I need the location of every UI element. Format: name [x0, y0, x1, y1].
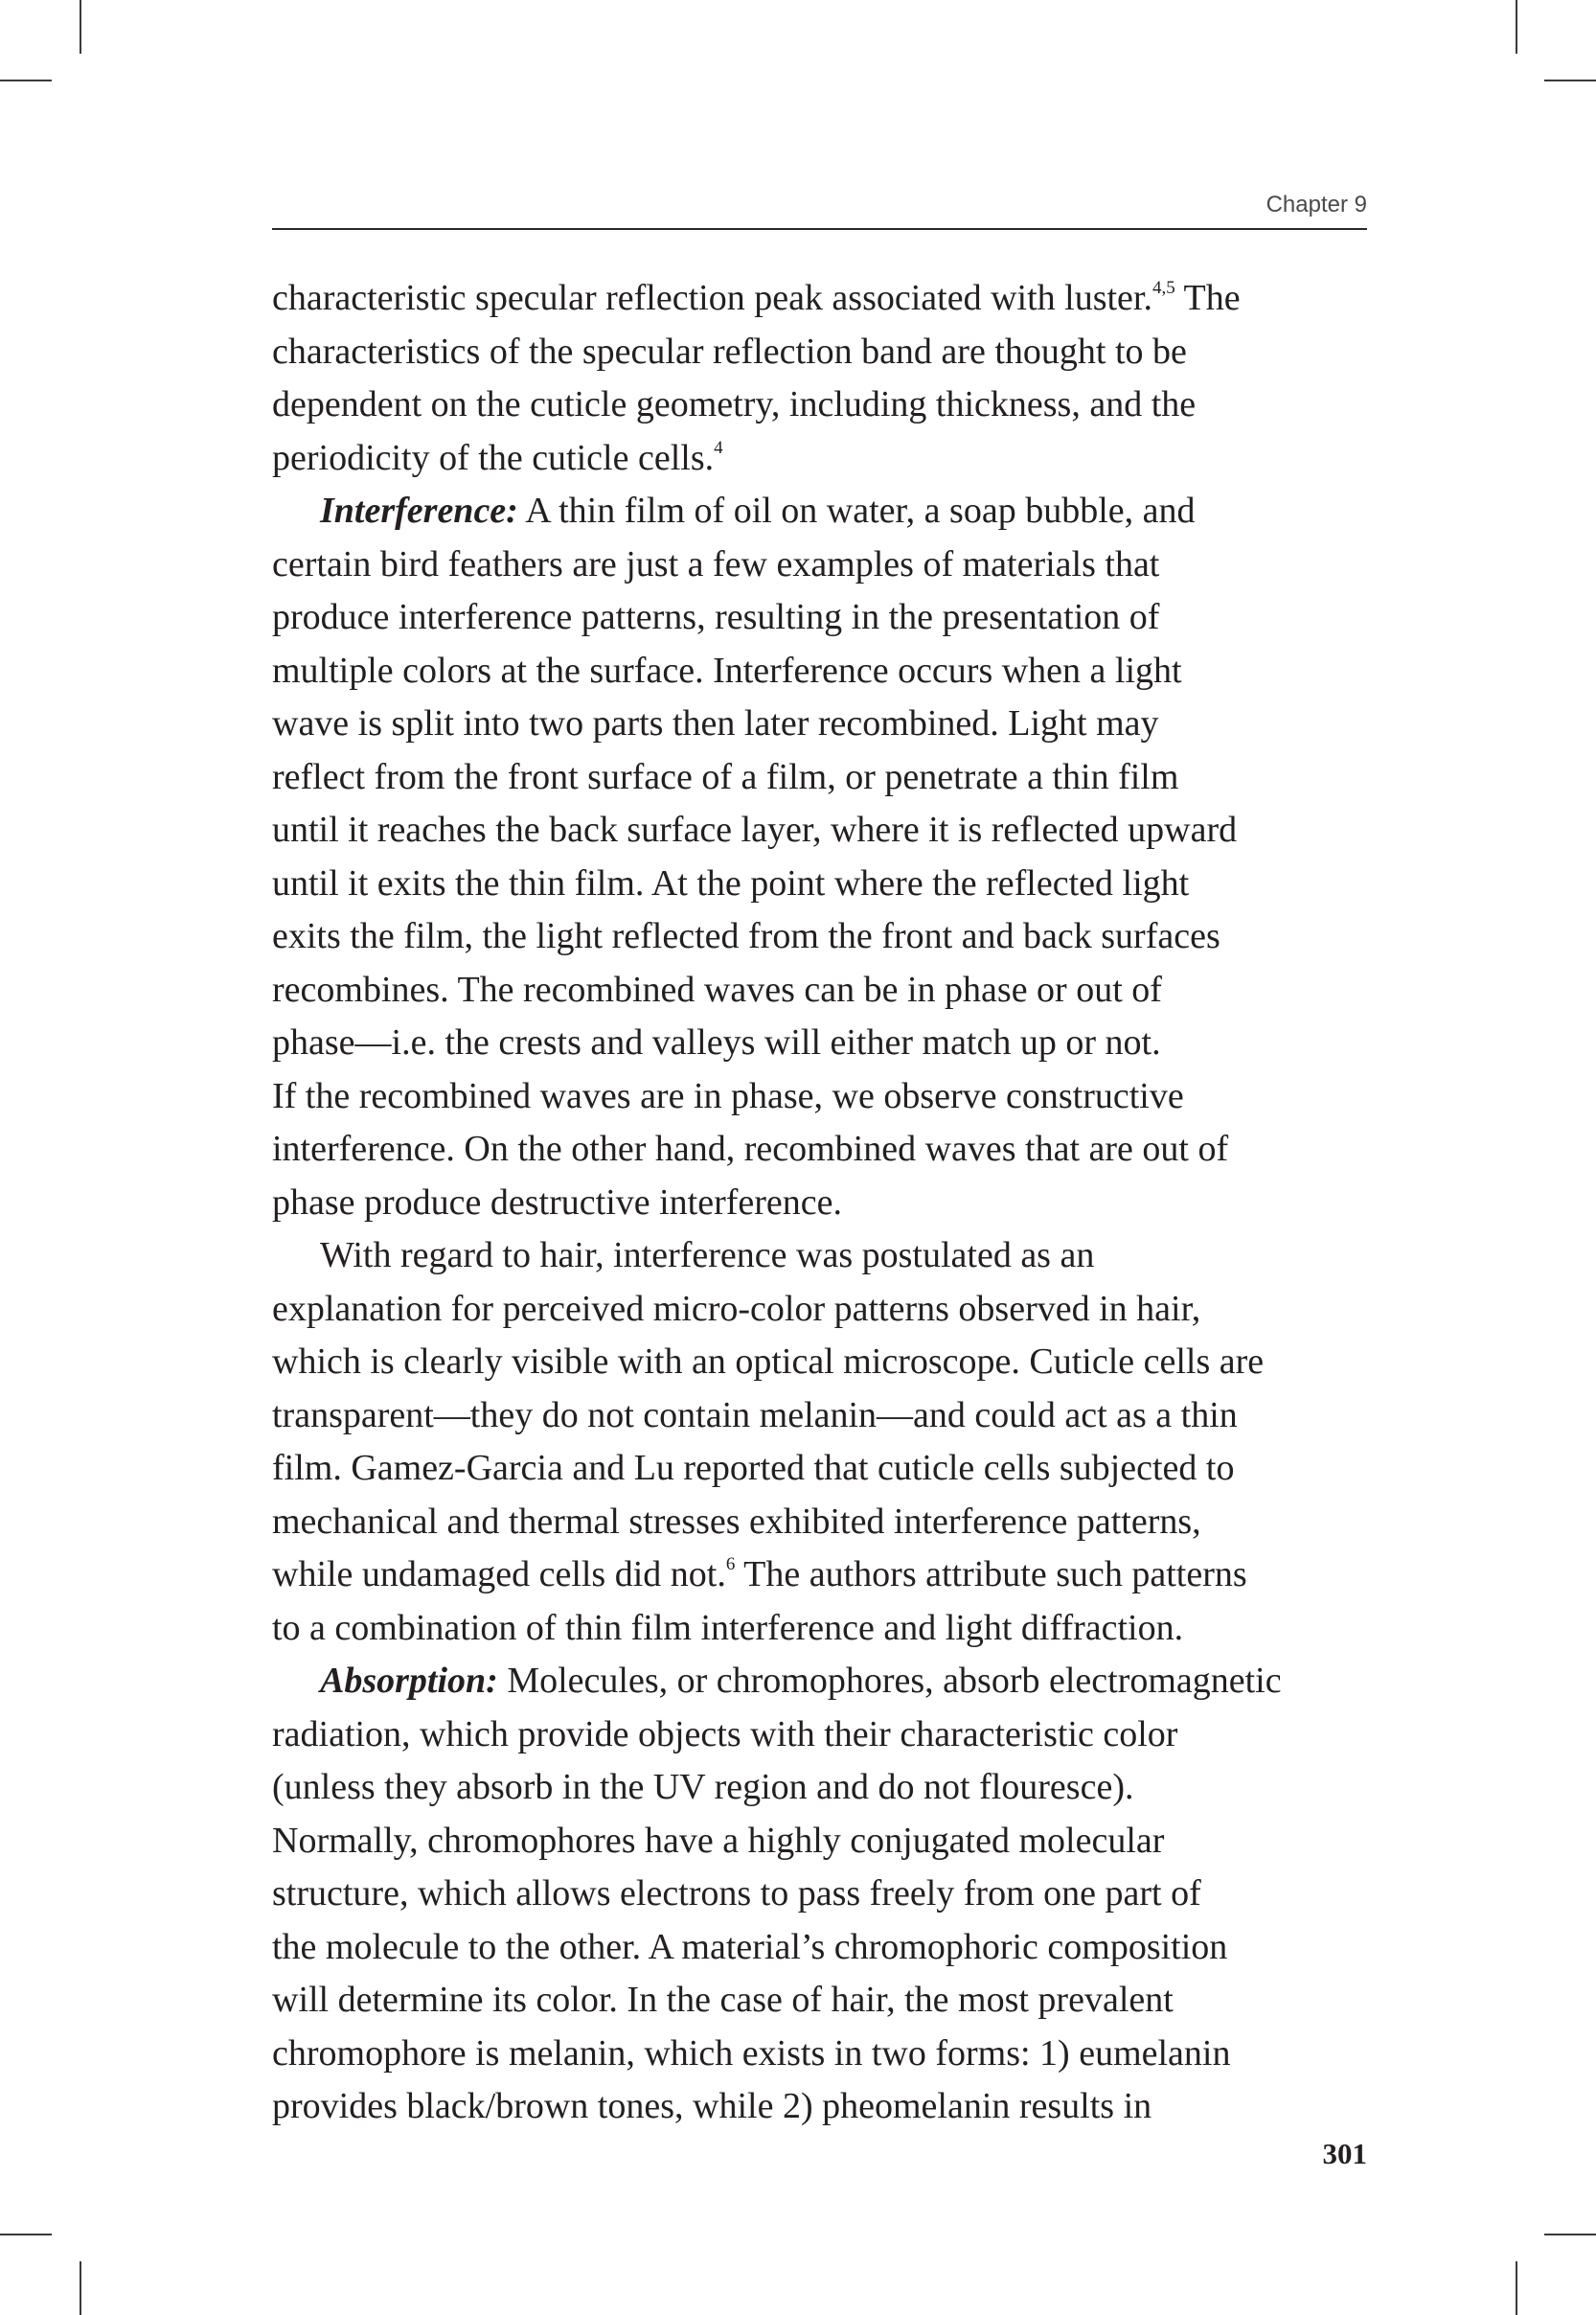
- text-line: film. Gamez-Garcia and Lu reported that cuticle cells subjected to: [272, 1448, 1235, 1488]
- text-line: With regard to hair, interference was postulated as an: [320, 1235, 1095, 1275]
- text-line: wave is split into two parts then later recombined. Light may: [272, 703, 1159, 744]
- crop-mark-top-right-h: [1544, 80, 1596, 81]
- section-runin-heading: Interference:: [320, 491, 518, 531]
- crop-mark-bottom-left: [80, 2261, 81, 2315]
- footnote-ref: 4,5: [1151, 278, 1175, 298]
- text-line: phase—i.e. the crests and valleys will either match up or not.: [272, 1022, 1161, 1063]
- section-runin-heading: Absorption:: [320, 1661, 498, 1701]
- crop-mark-top-left: [80, 0, 81, 54]
- text-run: while undamaged cells did not.: [272, 1554, 726, 1594]
- text-line: [272, 272, 1402, 326]
- text-line: multiple colors at the surface. Interference occurs when a light: [272, 650, 1182, 691]
- text-line: [272, 1548, 1402, 1602]
- text-line: interference. On the other hand, recombined waves that are out of: [272, 1129, 1229, 1169]
- text-line: which is clearly visible with an optical microscope. Cuticle cells are: [272, 1341, 1265, 1382]
- text-line: characteristics of the specular reflection band are thought to be: [272, 331, 1187, 372]
- text-line: to a combination of thin film interference and light diffraction.: [272, 1607, 1184, 1648]
- text-line: mechanical and thermal stresses exhibited interference patterns,: [272, 1501, 1201, 1542]
- text-line: [272, 432, 1402, 486]
- text-line: exits the film, the light reflected from the front and back surfaces: [272, 916, 1220, 956]
- text-line: until it exits the thin film. At the point where the reflected light: [272, 862, 1190, 904]
- crop-mark-top-right: [1516, 0, 1517, 54]
- text-line: certain bird feathers are just a few examples of materials that: [272, 543, 1160, 584]
- text-line: reflect from the front surface of a film, or penetrate a thin film: [272, 756, 1179, 797]
- body-text: [272, 272, 1402, 2134]
- text-line: transparent—they do not contain melanin—and could act as a thin: [272, 1394, 1238, 1435]
- text-run: characteristic specular reflection peak associated with luster.: [272, 278, 1152, 318]
- text-line: will determine its color. In the case of hair, the most prevalent: [272, 1980, 1174, 2020]
- crop-mark-bottom-right-h: [1544, 2234, 1596, 2235]
- text-line: [272, 485, 1402, 539]
- running-head: Chapter 9: [1265, 192, 1367, 218]
- text-line: dependent on the cuticle geometry, including thickness, and the: [272, 384, 1197, 424]
- header-rule: [272, 228, 1367, 230]
- text-line: until it reaches the back surface layer, where it is reflected upward: [272, 810, 1238, 850]
- text-run: Molecules, or chromophores, absorb electromagnetic: [497, 1661, 1282, 1701]
- text-run: periodicity of the cuticle cells.: [272, 437, 715, 478]
- text-line: the molecule to the other. A material’s chromophoric composition: [272, 1926, 1228, 1967]
- text-line: produce interference patterns, resulting in the presentation of: [272, 597, 1160, 637]
- text-run: The authors attribute such patterns: [735, 1554, 1247, 1594]
- crop-mark-bottom-right: [1516, 2261, 1517, 2315]
- text-line: radiation, which provide objects with their characteristic color: [272, 1713, 1178, 1754]
- text-line: provides black/brown tones, while 2) pheomelanin results in: [272, 2086, 1152, 2126]
- text-run: The: [1174, 278, 1241, 318]
- text-line: structure, which allows electrons to pass freely from one part of: [272, 1873, 1201, 1914]
- crop-mark-bottom-left-h: [0, 2234, 52, 2235]
- text-run: A thin film of oil on water, a soap bubble, and: [517, 491, 1196, 531]
- text-line: If the recombined waves are in phase, we observe constructive: [272, 1075, 1184, 1116]
- text-line: chromophore is melanin, which exists in two forms: 1) eumelanin: [272, 2032, 1231, 2074]
- footnote-ref: 4: [714, 437, 723, 458]
- footnote-ref: 6: [725, 1554, 736, 1574]
- crop-mark-top-left-h: [0, 80, 52, 81]
- text-line: Normally, chromophores have a highly conjugated molecular: [272, 1820, 1165, 1861]
- page-number: 301: [1322, 2137, 1367, 2170]
- text-line: explanation for perceived micro-color patterns observed in hair,: [272, 1288, 1201, 1329]
- text-line: (unless they absorb in the UV region and do not flouresce).: [272, 1767, 1134, 1807]
- text-line: phase produce destructive interference.: [272, 1181, 843, 1223]
- text-line: [272, 1655, 1402, 1708]
- text-line: recombines. The recombined waves can be in phase or out of: [272, 969, 1162, 1010]
